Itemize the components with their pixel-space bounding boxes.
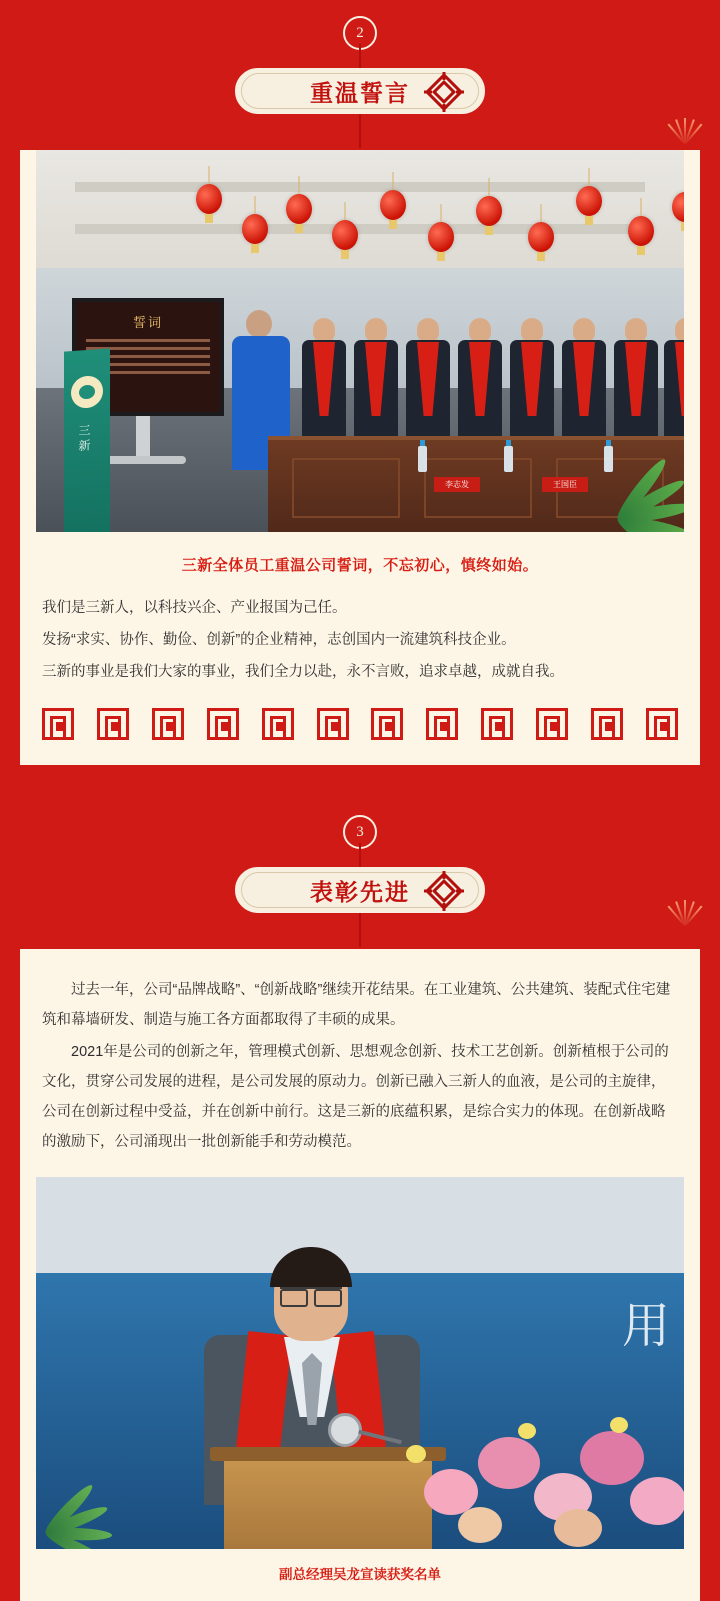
oath-content-card xyxy=(20,150,700,765)
greek-key-unit xyxy=(207,708,239,740)
greek-key-unit xyxy=(97,708,129,740)
microphone-icon xyxy=(328,1413,362,1447)
water-bottle xyxy=(504,446,513,472)
person-row xyxy=(458,318,502,436)
awards-text-block xyxy=(42,975,678,1157)
lantern-icon xyxy=(428,222,454,252)
greek-key-unit xyxy=(152,708,184,740)
chinese-knot-icon xyxy=(422,869,466,913)
company-logo-icon xyxy=(71,375,103,409)
lantern-icon xyxy=(528,222,554,252)
photo-caption: 三新全体员工重温公司誓词，不忘初心，慎终如始。 xyxy=(181,557,539,574)
greek-key-unit xyxy=(317,708,349,740)
lantern-icon xyxy=(628,216,654,246)
greek-key-divider xyxy=(42,705,678,743)
greek-key-unit xyxy=(481,708,513,740)
oath-line: 我们是三新人，以科技兴企、产业报国为己任。 xyxy=(42,600,347,616)
green-foliage xyxy=(36,1429,206,1549)
nameplate: 王国臣 xyxy=(542,477,588,492)
lantern-icon xyxy=(380,190,406,220)
section-oath xyxy=(0,0,720,765)
nameplate: 李志发 xyxy=(434,477,480,492)
section-number-badge-wrap xyxy=(0,0,720,50)
glasses-icon xyxy=(280,1287,342,1302)
person-row xyxy=(510,318,554,436)
lantern-icon xyxy=(242,214,268,244)
flower-bouquet xyxy=(394,1369,684,1549)
awards-paragraph: 过去一年，公司“品牌战略”、“创新战略”继续开花结果。在工业建筑、公共建筑、装配式住宅建筑和幕墙研发、制造与施工各方面都取得了丰硕的成果。 xyxy=(42,982,671,1028)
oath-text-block xyxy=(42,593,678,687)
section-title-area xyxy=(0,857,720,931)
greek-key-unit xyxy=(426,708,458,740)
speech-photo xyxy=(36,1177,684,1549)
person-row xyxy=(406,318,450,436)
page-title: 重温誓言 xyxy=(310,79,410,106)
photo-backdrop-top xyxy=(36,1177,684,1273)
section-awards xyxy=(0,799,720,1601)
greek-key-unit xyxy=(371,708,403,740)
greek-key-unit xyxy=(536,708,568,740)
head xyxy=(246,310,272,338)
palm-plant xyxy=(570,392,684,532)
lantern-icon xyxy=(332,220,358,250)
greek-key-unit xyxy=(262,708,294,740)
section-number-badge-wrap xyxy=(0,799,720,849)
page-title: 表彰先进 xyxy=(310,878,410,905)
backdrop-character: 用 xyxy=(621,1300,670,1353)
photo-caption: 副总经理吴龙宣读获奖名单 xyxy=(279,1567,441,1582)
oath-ceremony-photo xyxy=(36,150,684,532)
greek-key-unit xyxy=(646,708,678,740)
oath-line: 三新的事业是我们大家的事业，我们全力以赴，永不言败，追求卓越，成就自我。 xyxy=(42,664,564,680)
lantern-icon xyxy=(196,184,222,214)
oath-line: 发扬“求实、协作、勤俭、创新”的企业精神，志创国内一流建筑科技企业。 xyxy=(42,632,516,648)
screen-title: 誓词 xyxy=(132,315,163,330)
awards-paragraph: 2021年是公司的创新之年，管理模式创新、思想观念创新、技术工艺创新。创新植根于公司的文化，贯穿公司发展的进程，是公司发展的原动力。创新已融入三新人的血液，是公司的主旋律，公司在创新过程中受益，并在创新中前行。这是三新的底蕴积累，是综合实力的体现。在创新战略的激励下，公司涌现出一批创新能手和劳动模范。 xyxy=(42,1044,669,1150)
greek-key-unit xyxy=(591,708,623,740)
section-number-badge: 3 xyxy=(343,815,377,849)
lantern-icon xyxy=(286,194,312,224)
lantern-icon xyxy=(476,196,502,226)
person-row xyxy=(354,318,398,436)
screen-stand xyxy=(136,416,150,458)
water-bottle xyxy=(418,446,427,472)
screen-base xyxy=(102,456,186,464)
flag-text: 三新 xyxy=(77,423,91,455)
section-spacer xyxy=(0,765,720,799)
chinese-knot-icon xyxy=(422,70,466,114)
section-number-badge: 2 xyxy=(343,16,377,50)
greek-key-unit xyxy=(42,708,74,740)
awards-content-card xyxy=(20,949,700,1601)
person-row xyxy=(302,318,346,436)
section-title-area xyxy=(0,58,720,132)
company-flag xyxy=(64,348,110,532)
lantern-icon xyxy=(576,186,602,216)
